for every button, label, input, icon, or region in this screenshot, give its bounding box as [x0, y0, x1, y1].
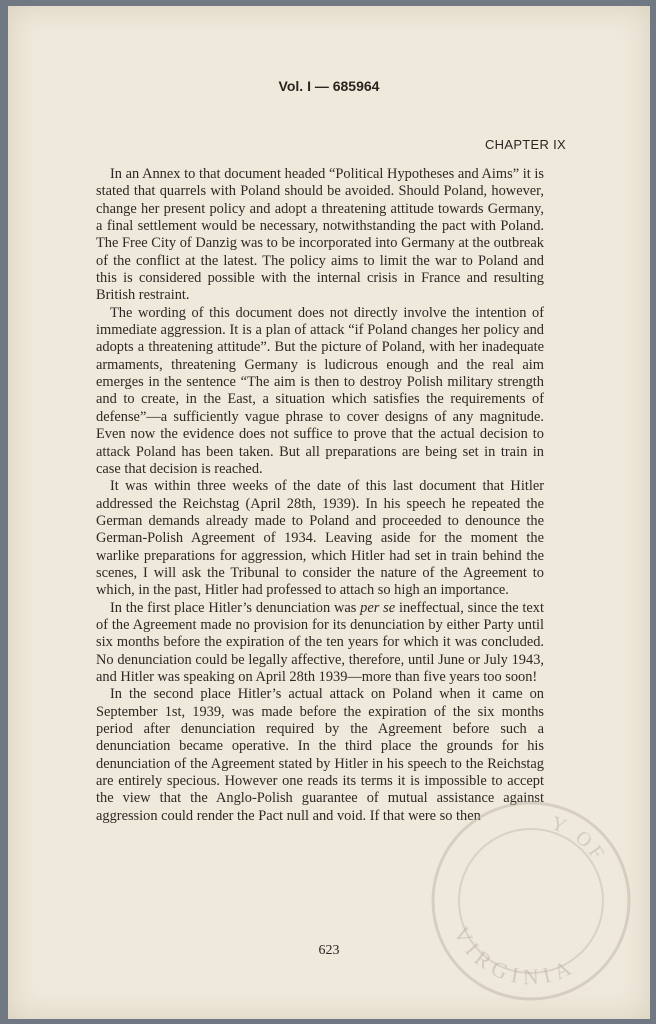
document-page — [8, 6, 650, 1019]
chapter-heading: CHAPTER IX — [484, 137, 566, 152]
page-number: 623 — [318, 943, 340, 958]
seal-text-top: Y OF — [548, 812, 611, 867]
paragraph-5: In the second place Hitler’s actual attack on Poland when it came on September 1st, 1939, was made before the expiration of the six months period after denunciation required by the Agreement before such a denunciation became operative. In the third place the grounds for his denunciation of the Agreement stated by Hitler in his speech to the Reichstag are entirely specious. However one reads its terms it is impossible to accept the view that the Anglo-Polish guarantee of mutual assistance against aggression could render the Pact null and void. If that were so then — [96, 686, 544, 824]
paragraph-4-start: In the first place Hitler’s denunciation was — [110, 599, 361, 616]
seal-text-bottom: VIRGINIA — [448, 922, 581, 990]
university-seal-watermark — [426, 796, 636, 1006]
volume-header: Vol. I — 685964 — [278, 78, 380, 94]
body-text — [96, 166, 544, 825]
paragraph-2: The wording of this document does not directly involve the intention of immediate aggression. It is a plan of attack “if Poland changes her policy and adopts a threatening attitude”. But the picture of Poland, with her inadequate armaments, threatening Germany is ludicrous enough and the real aim emerges in the sentence “The aim is then to destroy Polish military strength and to create, in the East, a situation which satisfies the requirements of defense”—a sufficiently vague phrase to cover designs of any magnitude. Even now the evidence does not suffice to prove that the actual decision to attack Poland has been taken. But all preparations are being set in train in case that decision is reached. — [96, 304, 544, 477]
paragraph-4-end: ineffectual, since the text of the Agreement made no provision for its denunciation by either Party until six months before the expiration of the ten years for which it was concluded. No denunciation could be legally affective, therefore, until June or July 1943, and Hitler was speaking on April 28th 1939—more than five years too soon! — [96, 599, 544, 685]
paragraph-4-emphasis: per se — [360, 599, 396, 616]
paragraph-3: It was within three weeks of the date of this last document that Hitler addressed the Reichstag (April 28th, 1939). In his speech he repeated the German demands already made to Poland and proceeded to denounce the German-Polish Agreement of 1934. Leaving aside for the moment the warlike preparations for aggression, which Hitler had set in train behind the scenes, I will ask the Tribunal to consider the nature of the Agreement to which, in the past, Hitler had professed to attach so high an importance. — [96, 478, 544, 599]
paragraph-4 — [96, 600, 544, 687]
paragraph-1: In an Annex to that document headed “Political Hypotheses and Aims” it is stated that quarrels with Poland should be avoided. Should Poland, however, change her present policy and adopt a threatening attitude towards Germany, a final settlement would be necessary, notwithstanding the pact with Poland. The Free City of Danzig was to be incorporated into Germany at the outbreak of the conflict at the latest. The policy aims to limit the war to Poland and this is considered possible with the internal crisis in France and resulting British restraint. — [96, 166, 544, 304]
